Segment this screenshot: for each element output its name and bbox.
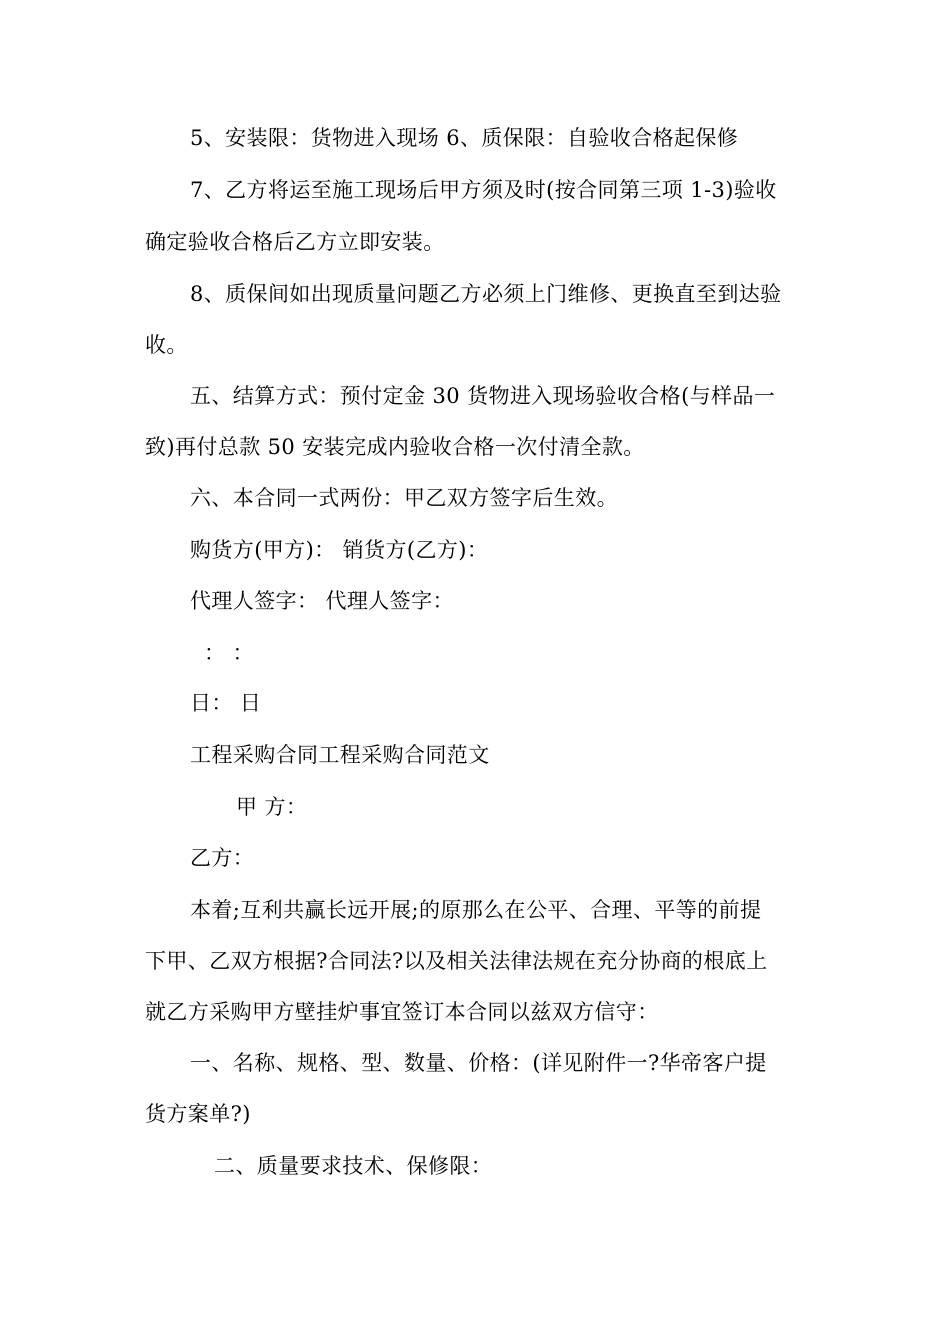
signature-colons: ： ： xyxy=(204,641,254,665)
section-title: 工程采购合同工程采购合同范文 xyxy=(190,743,490,767)
paragraph-line: 六、本合同一式两份：甲乙双方签字后生效。 xyxy=(190,486,618,510)
paragraph-line: 五、结算方式：预付定金 30 货物进入现场验收合格(与样品一 xyxy=(190,384,776,408)
paragraph-line: 一、名称、规格、型、数量、价格：(详见附件一?华帝客户提 xyxy=(190,1051,767,1075)
party-b-label: 乙方： xyxy=(190,846,255,870)
paragraph-line: 7、乙方将运至施工现场后甲方须及时(按合同第三项 1-3)验收 xyxy=(190,178,777,202)
paragraph-line: 5、安装限：货物进入现场 6、质保限：自验收合格起保修 xyxy=(190,126,739,150)
paragraph-line: 确定验收合格后乙方立即安装。 xyxy=(145,230,445,254)
paragraph-line: 货方案单?) xyxy=(145,1102,251,1126)
paragraph-line: 就乙方采购甲方壁挂炉事宜签订本合同以兹双方信守： xyxy=(145,1000,659,1024)
paragraph-line: 下甲、乙双方根据?合同法?以及相关法律法规在充分协商的根底上 xyxy=(145,949,768,973)
paragraph-line: 8、质保间如出现质量问题乙方必须上门维修、更换直至到达验 xyxy=(190,282,782,306)
paragraph-line: 二、质量要求技术、保修限： xyxy=(214,1154,493,1178)
agent-signature: 代理人签字： 代理人签字： xyxy=(190,589,454,613)
paragraph-line: 收。 xyxy=(145,333,188,357)
paragraph-line: 本着;互利共赢长远开展;的原那么在公平、合理、平等的前提 xyxy=(190,898,762,922)
party-a-label: 甲 方： xyxy=(236,795,308,819)
date-line: 日： 日 xyxy=(190,691,262,715)
signature-parties: 购货方(甲方)： 销货方(乙方)： xyxy=(190,538,489,562)
paragraph-line: 致)再付总款 50 安装完成内验收合格一次付清全款。 xyxy=(145,435,645,459)
